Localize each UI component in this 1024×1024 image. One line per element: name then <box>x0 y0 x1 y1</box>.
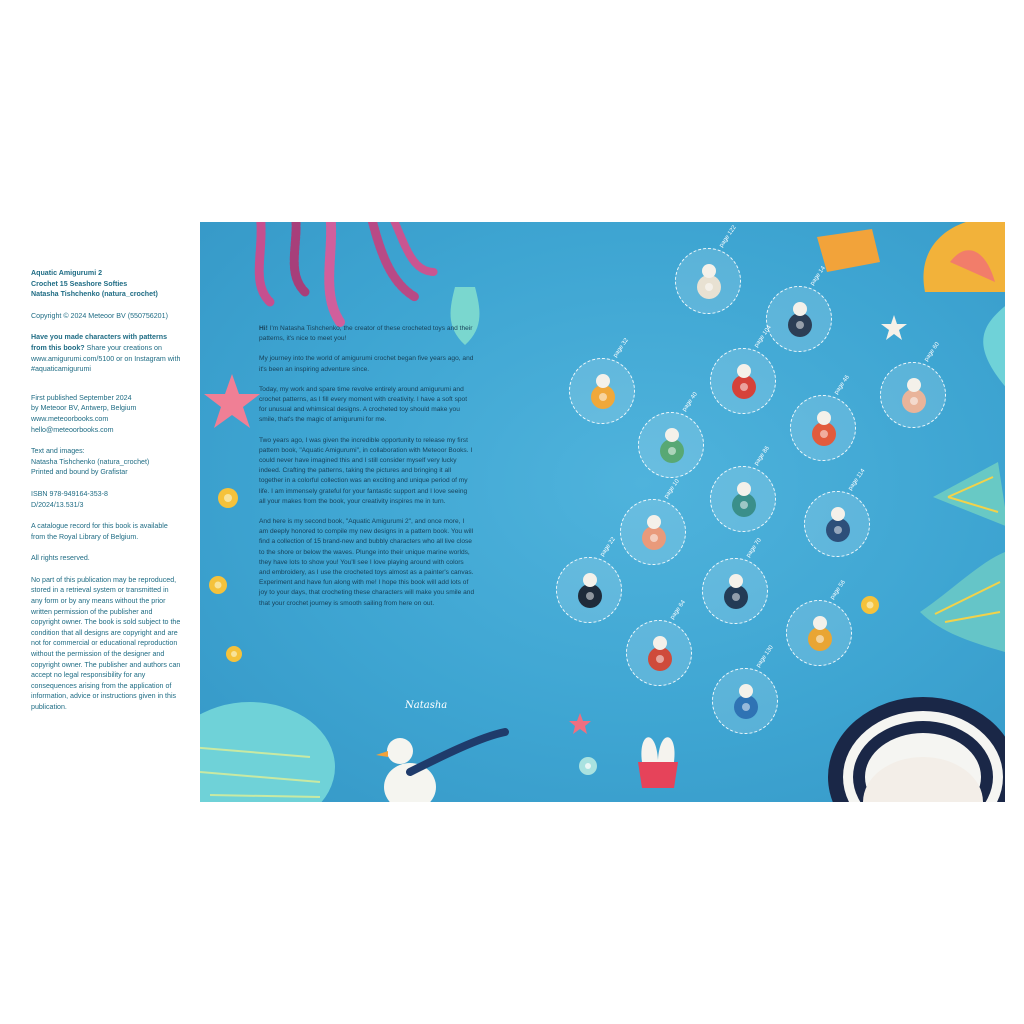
pattern-circle[interactable] <box>569 358 635 424</box>
pattern-page-label: page 40 <box>681 391 699 413</box>
letter-intro: I'm Natasha Tishchenko, the creator of these crocheted toys and their patterns, it's nice to meet you! <box>259 325 473 343</box>
imprint-title-line: Aquatic Amigurumi 2 <box>31 269 103 277</box>
imprint-share-text: Share your creations on www.amigurumi.com/5100 or on Instagram with #aquaticamigurumi <box>31 343 181 374</box>
imprint-published-line: www.meteoorbooks.com <box>31 414 109 423</box>
pattern-circle[interactable] <box>710 466 776 532</box>
swordfish-icon <box>821 504 855 544</box>
jellyfish-icon <box>573 570 607 610</box>
author-letter <box>259 324 475 619</box>
puffin-icon <box>783 299 817 339</box>
imprint-published-line: by Meteoor BV, Antwerp, Belgium <box>31 404 137 413</box>
pattern-circle[interactable] <box>790 395 856 461</box>
letter-paragraph: My journey into the world of amigurumi crochet began five years ago, and it's been an inspiring adventure since. <box>259 355 474 373</box>
letter-paragraph: And here is my second book, "Aquatic Amigurumi 2", and once more, I am deeply honored to compile my new designs in a pattern book. You will find a collection of 15 brand-new and bubbly characters who all live close to the shore or below the waves. Plunge into their unique marine worlds, they have lots to show you! You'll see I love playing around with colors and embroidery, as I use the crocheted toys almost as a painter's canvas. Experiment and have fun along with me! I hope this book will add lots of joy to your days, that crocheting these characters will make you smile and that your crochet journey is smooth sailing from here on out. <box>259 518 475 607</box>
pattern-page-label: page 86 <box>753 445 771 467</box>
photo-spread <box>200 222 1005 802</box>
pattern-page-label: page 64 <box>669 599 687 621</box>
lighthouse-icon <box>727 361 761 401</box>
imprint-published-line: hello@meteoorbooks.com <box>31 425 114 434</box>
imprint-liability-text: The publisher and authors can accept no legal responsibility for any consequences arising from the application of information, advice or instructions given in this publication. <box>31 660 181 711</box>
imprint-title-line: Natasha Tishchenko (natura_crochet) <box>31 290 158 299</box>
imprint-isbn-line: ISBN 978-949164-353-8 <box>31 489 108 498</box>
imprint-isbn <box>31 489 181 510</box>
seagull-icon <box>692 261 726 301</box>
letter-paragraph <box>259 324 475 344</box>
pattern-page-label: page 70 <box>745 537 763 559</box>
imprint-legal-text: No part of this publication may be reproduced, stored in a retrieval system or transmitted in any form or by any means without the prior written permission of the publisher and copyright owner. The book is sold subject to the condition that all designs are copyright and are not for commercial or educational reproduction without the permission of the designer and copyright owner. <box>31 575 181 669</box>
pattern-page-label: page 122 <box>718 224 738 249</box>
striped-fish-head-icon <box>915 222 1005 302</box>
crab-icon <box>727 479 761 519</box>
imprint-credits-line: Printed and bound by Grafistar <box>31 468 128 477</box>
signature: Natasha <box>405 700 448 711</box>
pattern-circle[interactable] <box>675 248 741 314</box>
imprint-published-line: First published September 2024 <box>31 393 132 402</box>
pattern-circle[interactable] <box>626 620 692 686</box>
pink-flower-icon <box>568 712 592 736</box>
pink-starfish-icon <box>202 372 262 432</box>
pattern-page-label: page 114 <box>847 468 867 492</box>
teal-fin-icon <box>920 552 1005 652</box>
pattern-circle[interactable] <box>620 499 686 565</box>
shell-cup-icon <box>628 722 688 792</box>
imprint-credits-line: Text and images: <box>31 447 85 456</box>
striped-whale-icon <box>828 657 1005 802</box>
yellow-flower-icon <box>205 572 231 598</box>
fish-icon <box>807 408 841 448</box>
pattern-circle[interactable] <box>880 362 946 428</box>
pattern-page-label: page 22 <box>599 536 617 558</box>
angelfish-icon <box>586 371 620 411</box>
pattern-circle[interactable] <box>702 558 768 624</box>
imprint-published <box>31 393 181 435</box>
teal-fish-body-icon <box>200 687 340 802</box>
pattern-page-label: page 56 <box>829 579 847 601</box>
sailor-icon <box>643 633 677 673</box>
whale-icon <box>719 571 753 611</box>
seahorse-icon <box>803 613 837 653</box>
yellow-flower-icon <box>214 484 242 512</box>
letter-paragraph: Today, my work and spare time revolve entirely around amigurumi and crochet patterns, as I fill every moment with creativity. I have a soft spot for unusual and whimsical designs. A crocheted toy should make you smile, that's the magic of amigurumi for me. <box>259 385 468 424</box>
letter-greeting: Hi! <box>259 325 268 332</box>
yellow-flower-icon <box>222 642 246 666</box>
surfer-icon <box>897 375 931 415</box>
teal-fin-icon <box>928 457 1005 537</box>
imprint-legal <box>31 575 181 713</box>
pattern-page-label: page 60 <box>923 341 941 363</box>
pattern-circle[interactable] <box>712 668 778 734</box>
imprint-credits <box>31 446 181 478</box>
imprint-copyright: Copyright © 2024 Meteoor BV (550756201) <box>31 311 168 320</box>
imprint-share <box>31 332 181 374</box>
pattern-circle[interactable] <box>804 491 870 557</box>
ship-icon <box>729 681 763 721</box>
pattern-circle[interactable] <box>710 348 776 414</box>
pattern-circle[interactable] <box>766 286 832 352</box>
pattern-page-label: page 14 <box>809 265 827 287</box>
pattern-circle[interactable] <box>638 412 704 478</box>
squid-icon <box>655 425 689 465</box>
pattern-page-label: page 32 <box>612 337 630 359</box>
teal-fish-tail-icon <box>955 302 1005 392</box>
letter-paragraph: Two years ago, I was given the incredible opportunity to release my first pattern book, "Aquatic Amigurumi", in collaboration with Meteoor Books. I could never have imagined this and I still consider myself very lucky indeed. Crafting the patterns, taking the pictures and bringing it all together in a colorful collection was an exciting and unique period of my life. I am immensely grateful for your fantastic support and I love seeing all your makes from the book, your creativity inspires me in turn. <box>259 436 473 505</box>
pale-flower-icon <box>576 754 600 778</box>
yellow-flower-icon <box>857 592 883 618</box>
pattern-page-label: page 46 <box>833 374 851 396</box>
seagull-toy-icon <box>370 727 510 802</box>
pattern-circle[interactable] <box>786 600 852 666</box>
mermaid-icon <box>637 512 671 552</box>
imprint-catalogue: A catalogue record for this book is available from the Royal Library of Belgium. <box>31 522 168 541</box>
imprint-column <box>31 268 181 724</box>
imprint-isbn-line: D/2024/13.531/3 <box>31 500 84 509</box>
imprint-share-question: Have you made characters with patterns from this book? <box>31 333 168 352</box>
pattern-page-label: page 130 <box>755 644 775 669</box>
imprint-title <box>31 268 181 300</box>
imprint-credits-line: Natasha Tishchenko (natura_crochet) <box>31 457 150 466</box>
white-starfish-icon <box>880 314 908 342</box>
imprint-title-line: Crochet 15 Seashore Softies <box>31 279 128 288</box>
pattern-circle[interactable] <box>556 557 622 623</box>
imprint-rights: All rights reserved. <box>31 554 90 563</box>
pattern-page-label: page 10 <box>663 478 681 500</box>
pattern-page-label: page 104 <box>753 324 773 349</box>
